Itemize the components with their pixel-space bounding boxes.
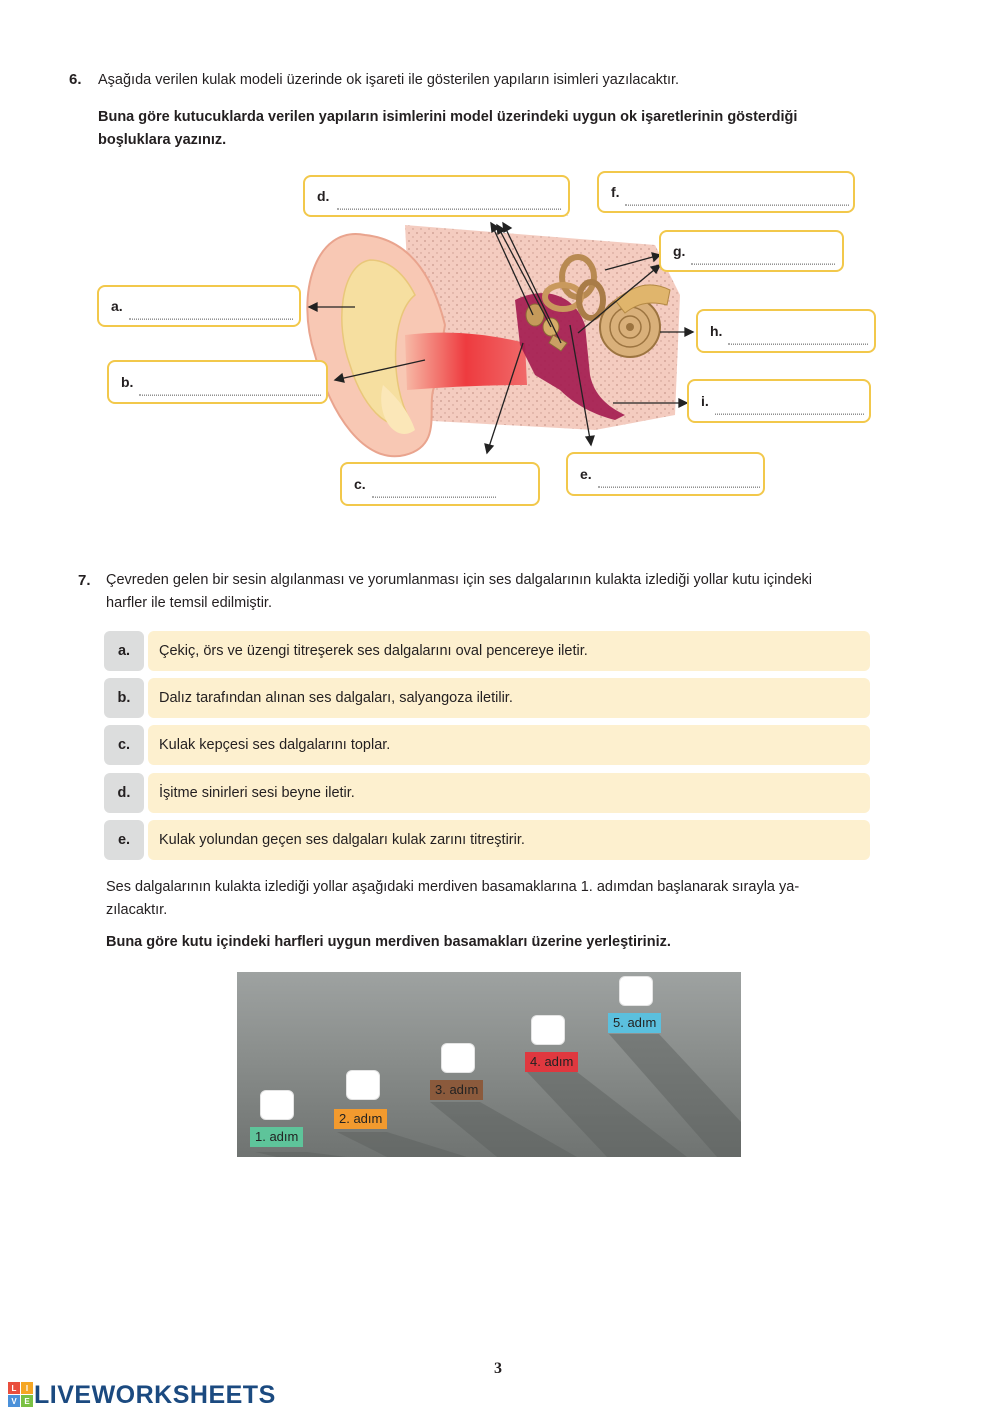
answer-box-b-label: b.: [121, 374, 134, 390]
answer-box-e: [566, 452, 765, 496]
statement-text: Çekiç, örs ve üzengi titreşerek ses dalgalarını oval pencereye iletir.: [148, 631, 870, 671]
question-6-number: 6.: [69, 71, 82, 88]
answer-input-c[interactable]: [372, 477, 496, 498]
liveworksheets-logo: [8, 1381, 276, 1409]
answer-box-a: [97, 285, 301, 327]
question-7-text-1: Çevreden gelen bir sesin algılanması ve yorumlanması için ses dalgalarının kulakta izlediği yollar kutu içindeki: [106, 572, 813, 588]
question-7-text-2: harfler ile temsil edilmiştir.: [106, 595, 272, 611]
statement-row: [104, 773, 870, 813]
question-6-text: Aşağıda verilen kulak modeli üzerinde ok işareti ile gösterilen yapıların isimleri yazılacaktır.: [98, 72, 680, 88]
statement-text: Kulak yolundan geçen ses dalgaları kulak zarını titreştirir.: [148, 820, 870, 860]
question-7-paragraph-1: Ses dalgalarının kulakta izlediği yollar aşağıdaki merdiven basamaklarına 1. adımdan başlanarak sırayla ya-: [106, 879, 800, 895]
liveworksheets-logo-icon: [8, 1382, 34, 1408]
answer-box-c: [340, 462, 540, 506]
statement-row: [104, 820, 870, 860]
answer-input-d[interactable]: [337, 189, 561, 210]
question-7-instruction: Buna göre kutu içindeki harfleri uygun merdiven basamakları üzerine yerleştiriniz.: [106, 934, 671, 950]
stairs-shadows: [237, 972, 741, 1157]
answer-input-a[interactable]: [129, 299, 293, 320]
answer-box-a-label: a.: [111, 298, 123, 314]
answer-box-d: [303, 175, 570, 217]
answer-input-b[interactable]: [139, 375, 321, 396]
page-number: 3: [494, 1360, 502, 1377]
logo-badge-letter-3: V: [11, 1397, 17, 1406]
answer-input-f[interactable]: [625, 185, 849, 206]
liveworksheets-brand: LIVEWORKSHEETS: [34, 1380, 276, 1409]
answer-input-e[interactable]: [598, 467, 760, 488]
question-7-number: 7.: [78, 572, 91, 589]
step-4-drop-box[interactable]: [531, 1015, 565, 1045]
step-4-label: 4. adım: [525, 1052, 578, 1072]
answer-box-i: [687, 379, 871, 423]
answer-input-h[interactable]: [728, 324, 868, 345]
answer-box-d-label: d.: [317, 188, 330, 204]
logo-badge-letter-1: L: [11, 1384, 17, 1393]
step-1-label: 1. adım: [250, 1127, 303, 1147]
answer-box-c-label: c.: [354, 476, 366, 492]
step-3-drop-box[interactable]: [441, 1043, 475, 1073]
stairs-image: [237, 972, 741, 1157]
statement-letter[interactable]: a.: [104, 631, 144, 671]
answer-box-g: [659, 230, 844, 272]
ear-model-illustration: [295, 215, 705, 475]
answer-box-h: [696, 309, 876, 353]
step-1-drop-box[interactable]: [260, 1090, 294, 1120]
statement-row: [104, 631, 870, 671]
ear-canal: [405, 333, 527, 390]
answer-input-i[interactable]: [715, 394, 864, 415]
question-6-instruction-1: Buna göre kutucuklarda verilen yapıların isimlerini model üzerindeki uygun ok işaretlerinin gösterdiği: [98, 109, 798, 125]
answer-box-e-label: e.: [580, 466, 592, 482]
statement-letter[interactable]: b.: [104, 678, 144, 718]
statement-letter[interactable]: c.: [104, 725, 144, 765]
logo-badge-letter-2: I: [25, 1384, 29, 1393]
logo-badge-letter-4: E: [24, 1397, 30, 1406]
answer-box-b: [107, 360, 328, 404]
statement-letter[interactable]: d.: [104, 773, 144, 813]
statement-letter[interactable]: e.: [104, 820, 144, 860]
question-6-instruction-2: boşluklara yazınız.: [98, 132, 227, 148]
answer-box-i-label: i.: [701, 393, 709, 409]
statement-row: [104, 678, 870, 718]
answer-input-g[interactable]: [691, 244, 835, 265]
step-2-drop-box[interactable]: [346, 1070, 380, 1100]
answer-box-f: [597, 171, 855, 213]
step-5-label: 5. adım: [608, 1013, 661, 1033]
statement-row: [104, 725, 870, 765]
answer-box-h-label: h.: [710, 323, 723, 339]
answer-box-f-label: f.: [611, 184, 620, 200]
step-5-drop-box[interactable]: [619, 976, 653, 1006]
step-2-label: 2. adım: [334, 1109, 387, 1129]
answer-box-g-label: g.: [673, 243, 686, 259]
statement-text: Dalız tarafından alınan ses dalgaları, salyangoza iletilir.: [148, 678, 870, 718]
statement-text: Kulak kepçesi ses dalgalarını toplar.: [148, 725, 870, 765]
step-3-label: 3. adım: [430, 1080, 483, 1100]
statement-text: İşitme sinirleri sesi beyne iletir.: [148, 773, 870, 813]
question-7-paragraph-2: zılacaktır.: [106, 902, 168, 918]
